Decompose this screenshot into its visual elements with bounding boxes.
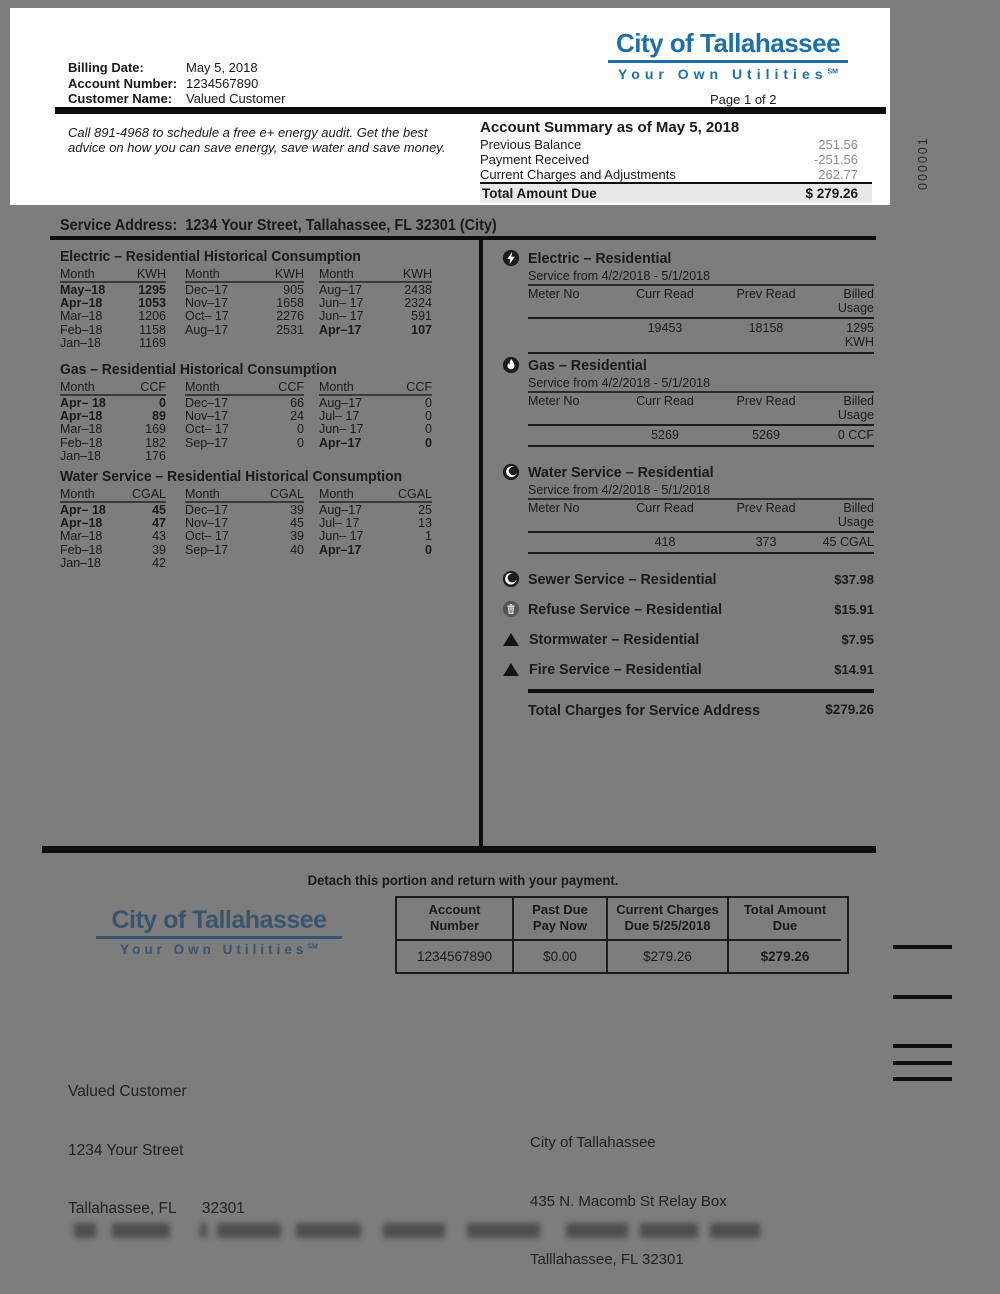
gas-history-title: Gas – Residential Historical Consumption	[60, 362, 337, 378]
service-address	[60, 217, 497, 235]
account-number-value: 1234567890	[186, 75, 259, 91]
history-column-pair	[319, 380, 432, 463]
history-header	[319, 487, 432, 503]
total-amount-due-value: $ 279.26	[805, 186, 858, 201]
stub-total-amount: $279.26	[760, 949, 810, 964]
history-row: Oct– 17 39	[185, 529, 304, 544]
stormwater-charge-row	[502, 629, 874, 649]
electric-service-section	[502, 249, 874, 354]
curr-read-header: Curr Read	[616, 500, 714, 533]
unit-header: CCF	[406, 380, 432, 394]
redacted-block	[710, 1223, 760, 1238]
history-row: Apr–18 1053	[60, 296, 166, 311]
customer-name-label: Customer Name:	[68, 91, 173, 106]
history-column-pair	[60, 487, 166, 570]
charges-total-label: Total Charges for Service Address	[528, 702, 761, 719]
page-indicator: Page 1 of 2	[710, 92, 777, 107]
history-header	[319, 380, 432, 396]
billed-usage-header: Billed Usage	[818, 286, 874, 319]
account-number-row	[68, 76, 285, 92]
history-row: Jan–18 42	[60, 555, 166, 570]
prev-read-value: 5269	[714, 426, 818, 447]
unit-header: CGAL	[269, 487, 304, 501]
alignment-mark	[893, 995, 952, 999]
water-meter-table	[528, 500, 874, 554]
header-panel	[10, 8, 890, 205]
city-logo	[608, 28, 848, 82]
month-header: Month	[319, 487, 354, 501]
history-row: Apr– 18 0	[60, 396, 166, 410]
alignment-mark	[893, 945, 952, 949]
sm-mark: SM	[827, 68, 839, 76]
refuse-charge-amount: $15.91	[834, 601, 874, 617]
account-summary-title: Account Summary as of May 5, 2018	[480, 119, 740, 136]
billing-date-row	[68, 60, 285, 76]
redacted-block	[112, 1223, 170, 1238]
curr-read-value: 418	[616, 533, 714, 554]
prev-read-value: 373	[714, 533, 818, 554]
month-header: Month	[185, 267, 220, 281]
water-service-period: Service from 4/2/2018 - 5/1/2018	[528, 483, 874, 500]
prev-read-value: 18158	[714, 319, 818, 354]
charges-total-amount: $279.26	[825, 702, 874, 717]
month-header: Month	[60, 267, 95, 281]
column-divider	[479, 240, 483, 846]
history-row: Dec–17 66	[185, 396, 304, 410]
history-row: Apr– 18 45	[60, 503, 166, 517]
redacted-block	[296, 1223, 361, 1238]
address-line: Tallahassee, FL 32301	[68, 1200, 245, 1217]
total-amount-column-header: Total Amount Due	[729, 898, 841, 941]
history-row: Aug–17 2438	[319, 283, 432, 297]
history-header	[185, 487, 304, 503]
redacted-block	[217, 1223, 281, 1238]
meter-no-header: Meter No	[528, 500, 616, 533]
customer-name-row	[68, 91, 285, 107]
service-address-label: Service Address:	[60, 217, 178, 234]
account-number-label: Account Number:	[68, 75, 178, 91]
history-column-pair	[60, 267, 166, 350]
history-row: Mar–18 43	[60, 529, 166, 544]
electric-meter-table	[528, 286, 874, 354]
meter-no-value	[528, 426, 616, 447]
account-summary-rows	[480, 137, 872, 184]
stormwater-charge-title: Stormwater – Residential	[529, 630, 700, 648]
summary-label: Previous Balance	[480, 137, 582, 152]
history-column-pair	[319, 487, 432, 570]
billing-info	[68, 60, 285, 107]
gas-service-header	[502, 356, 874, 374]
water-history-title: Water Service – Residential Historical Consumption	[60, 469, 403, 485]
month-header: Month	[185, 487, 220, 501]
electric-history-columns	[60, 267, 432, 350]
curr-read-value: 5269	[616, 426, 714, 447]
history-row: Sep–17 0	[185, 435, 304, 450]
meter-no-value	[528, 533, 616, 554]
history-row: Apr–17 107	[319, 322, 432, 337]
history-row: Mar–18 169	[60, 422, 166, 437]
month-header: Month	[319, 380, 354, 394]
meter-no-header: Meter No	[528, 393, 616, 426]
sewer-charge-row	[502, 569, 874, 589]
history-row: Jul– 17 0	[319, 409, 432, 424]
history-row: Feb–18 39	[60, 542, 166, 557]
prev-read-header: Prev Read	[714, 393, 818, 426]
history-row: Jul– 17 13	[319, 516, 432, 531]
summary-label: Current Charges and Adjustments	[480, 167, 676, 182]
curr-read-header: Curr Read	[616, 286, 714, 319]
address-line: 1234 Your Street	[68, 1141, 184, 1159]
history-row: Feb–18 182	[60, 435, 166, 450]
sewer-icon	[502, 570, 520, 588]
unit-header: KWH	[136, 267, 166, 281]
month-header: Month	[60, 487, 95, 501]
charges-total-divider	[528, 689, 874, 693]
alignment-mark	[893, 1044, 952, 1048]
current-charges-column-header: Current Charges Due 5/25/2018	[608, 898, 729, 941]
history-row: Oct– 17 0	[185, 422, 304, 437]
curr-read-value: 19453	[616, 319, 714, 354]
billed-usage-header: Billed Usage	[818, 393, 874, 426]
summary-value: 251.56	[818, 137, 858, 152]
month-header: Month	[185, 380, 220, 394]
history-row: Aug–17 25	[319, 503, 432, 517]
water-history-table	[60, 469, 432, 570]
history-row: Apr–17 0	[319, 435, 432, 450]
service-address-spacer	[177, 217, 185, 234]
gas-history-table	[60, 362, 432, 463]
history-row: Mar–18 1206	[60, 309, 166, 324]
history-row: Jun– 17 0	[319, 422, 432, 437]
unit-header: CGAL	[397, 487, 432, 501]
billing-date-value: May 5, 2018	[186, 60, 258, 75]
address-line: Valued Customer	[68, 1083, 187, 1100]
history-column-pair	[185, 380, 304, 463]
gas-service-period: Service from 4/2/2018 - 5/1/2018	[528, 376, 874, 393]
redacted-block	[467, 1223, 540, 1238]
month-header: Month	[319, 267, 354, 281]
billing-date-label: Billing Date:	[68, 60, 144, 75]
fire-charge-amount: $14.91	[834, 661, 874, 677]
history-row: Apr–18 47	[60, 516, 166, 531]
summary-value: -251.56	[813, 152, 858, 167]
electric-service-header	[502, 249, 874, 267]
billed-usage-value: 0 CCF	[818, 426, 874, 447]
city-logo-subtitle-text: Your Own Utilities	[617, 66, 828, 82]
summary-row	[480, 167, 872, 182]
alignment-mark	[893, 1077, 952, 1081]
history-column-pair	[319, 267, 432, 350]
total-amount-due-row	[480, 184, 872, 203]
unit-header: KWH	[274, 267, 304, 281]
section-divider-bar	[50, 236, 876, 240]
electric-icon	[502, 249, 520, 267]
header-divider-bar	[55, 107, 886, 114]
redacted-block	[200, 1223, 207, 1238]
unit-header: KWH	[402, 267, 432, 281]
electric-history-table	[60, 249, 432, 350]
history-row: Aug–17 0	[319, 396, 432, 410]
billed-usage-value: 45 CGAL	[818, 533, 874, 554]
water-drop-icon	[502, 463, 520, 481]
sm-mark: SM	[307, 943, 318, 951]
history-row: Jan–18 176	[60, 448, 166, 463]
stub-past-due: $0.00	[514, 941, 608, 972]
history-header	[60, 487, 166, 503]
history-header	[60, 267, 166, 283]
detach-instruction: Detach this portion and return with your payment.	[307, 873, 619, 888]
redacted-block	[383, 1223, 445, 1238]
sewer-charge-title: Sewer Service – Residential	[528, 570, 717, 588]
stub-number: 000001	[916, 136, 930, 190]
energy-audit-note: Call 891-4968 to schedule a free e+ energy audit. Get the best advice on how you can save energy, save water and save money.	[68, 125, 446, 155]
unit-header: CCF	[278, 380, 304, 394]
bottom-divider-bar	[42, 846, 876, 853]
payment-summary-table	[395, 896, 849, 974]
month-header: Month	[60, 380, 95, 394]
remit-to-address	[530, 1094, 727, 1294]
stub-current-charges: $279.26	[608, 941, 729, 972]
summary-row	[480, 152, 872, 167]
customer-name-value: Valued Customer	[186, 91, 286, 106]
history-row: Sep–17 40	[185, 542, 304, 557]
gas-service-section	[502, 356, 874, 447]
charges-total-row	[528, 702, 874, 719]
electric-history-title: Electric – Residential Historical Consumption	[60, 249, 361, 265]
redacted-block	[566, 1223, 628, 1238]
history-header	[60, 380, 166, 396]
gas-meter-table	[528, 393, 874, 447]
redacted-block	[640, 1223, 698, 1238]
city-logo-subtitle-text: Your Own Utilities	[120, 942, 308, 957]
history-row: Oct– 17 2276	[185, 309, 304, 324]
stub-account-number: 1234567890	[397, 941, 514, 972]
electric-service-title: Electric – Residential	[528, 249, 672, 267]
summary-value: 262.77	[818, 167, 858, 182]
history-row: Feb–18 1158	[60, 322, 166, 337]
curr-read-header: Curr Read	[616, 393, 714, 426]
stormwater-triangle-icon	[503, 633, 519, 646]
history-row: Dec–17 905	[185, 283, 304, 297]
history-row: Dec–17 39	[185, 503, 304, 517]
history-column-pair	[185, 267, 304, 350]
service-address-value: 1234 Your Street, Tallahassee, FL 32301 (City)	[185, 217, 497, 234]
refuse-charge-row	[502, 599, 874, 619]
history-row: Apr–18 89	[60, 409, 166, 424]
water-service-title: Water Service – Residential	[528, 463, 714, 481]
redacted-scanline	[74, 1221, 760, 1239]
water-service-header	[502, 463, 874, 481]
history-row: Nov–17 1658	[185, 296, 304, 311]
city-logo-subtitle	[96, 942, 342, 957]
summary-label: Payment Received	[480, 152, 590, 167]
sewer-charge-amount: $37.98	[834, 571, 874, 587]
unit-header: CCF	[140, 380, 166, 394]
unit-header: CGAL	[131, 487, 166, 501]
city-logo-stub	[96, 906, 342, 957]
stormwater-charge-amount: $7.95	[841, 631, 874, 647]
history-header	[319, 267, 432, 283]
alignment-mark	[893, 1061, 952, 1065]
history-row: Jun– 17 591	[319, 309, 432, 324]
address-line: Talllahassee, FL 32301	[530, 1251, 684, 1268]
meter-no-value	[528, 319, 616, 354]
account-number-column-header: Account Number	[397, 898, 514, 941]
refuse-charge-title: Refuse Service – Residential	[528, 600, 723, 618]
past-due-column-header: Past Due Pay Now	[514, 898, 608, 941]
history-row: May–18 1295	[60, 283, 166, 297]
electric-service-period: Service from 4/2/2018 - 5/1/2018	[528, 269, 874, 286]
prev-read-header: Prev Read	[714, 500, 818, 533]
gas-service-title: Gas – Residential	[528, 356, 647, 374]
fire-charge-title: Fire Service – Residential	[529, 660, 702, 678]
history-row: Nov–17 45	[185, 516, 304, 531]
history-header	[185, 267, 304, 283]
address-line: 435 N. Macomb St Relay Box	[530, 1192, 727, 1210]
history-row: Nov–17 24	[185, 409, 304, 424]
prev-read-header: Prev Read	[714, 286, 818, 319]
fire-triangle-icon	[503, 663, 519, 676]
history-row: Jan–18 1169	[60, 335, 166, 350]
total-amount-due-label: Total Amount Due	[482, 186, 597, 201]
history-row: Jun– 17 2324	[319, 296, 432, 311]
service-charges	[502, 569, 874, 719]
account-summary	[480, 119, 872, 203]
gas-flame-icon	[502, 356, 520, 374]
history-row: Jun– 17 1	[319, 529, 432, 544]
history-header	[185, 380, 304, 396]
address-line: City of Tallahassee	[530, 1134, 656, 1151]
gas-history-columns	[60, 380, 432, 463]
history-row: Apr–17 0	[319, 542, 432, 557]
redacted-block	[74, 1223, 96, 1238]
water-service-section	[502, 463, 874, 554]
fire-charge-row	[502, 659, 874, 679]
summary-row	[480, 137, 872, 152]
city-logo-title: City of Tallahassee	[608, 28, 848, 63]
water-history-columns	[60, 487, 432, 570]
billed-usage-header: Billed Usage	[818, 500, 874, 533]
refuse-trash-icon	[502, 600, 520, 618]
history-row: Aug–17 2531	[185, 322, 304, 337]
city-logo-title: City of Tallahassee	[96, 906, 342, 939]
history-column-pair	[185, 487, 304, 570]
billed-usage-value: 1295 KWH	[818, 319, 874, 354]
history-column-pair	[60, 380, 166, 463]
city-logo-subtitle	[608, 66, 848, 82]
meter-no-header: Meter No	[528, 286, 616, 319]
